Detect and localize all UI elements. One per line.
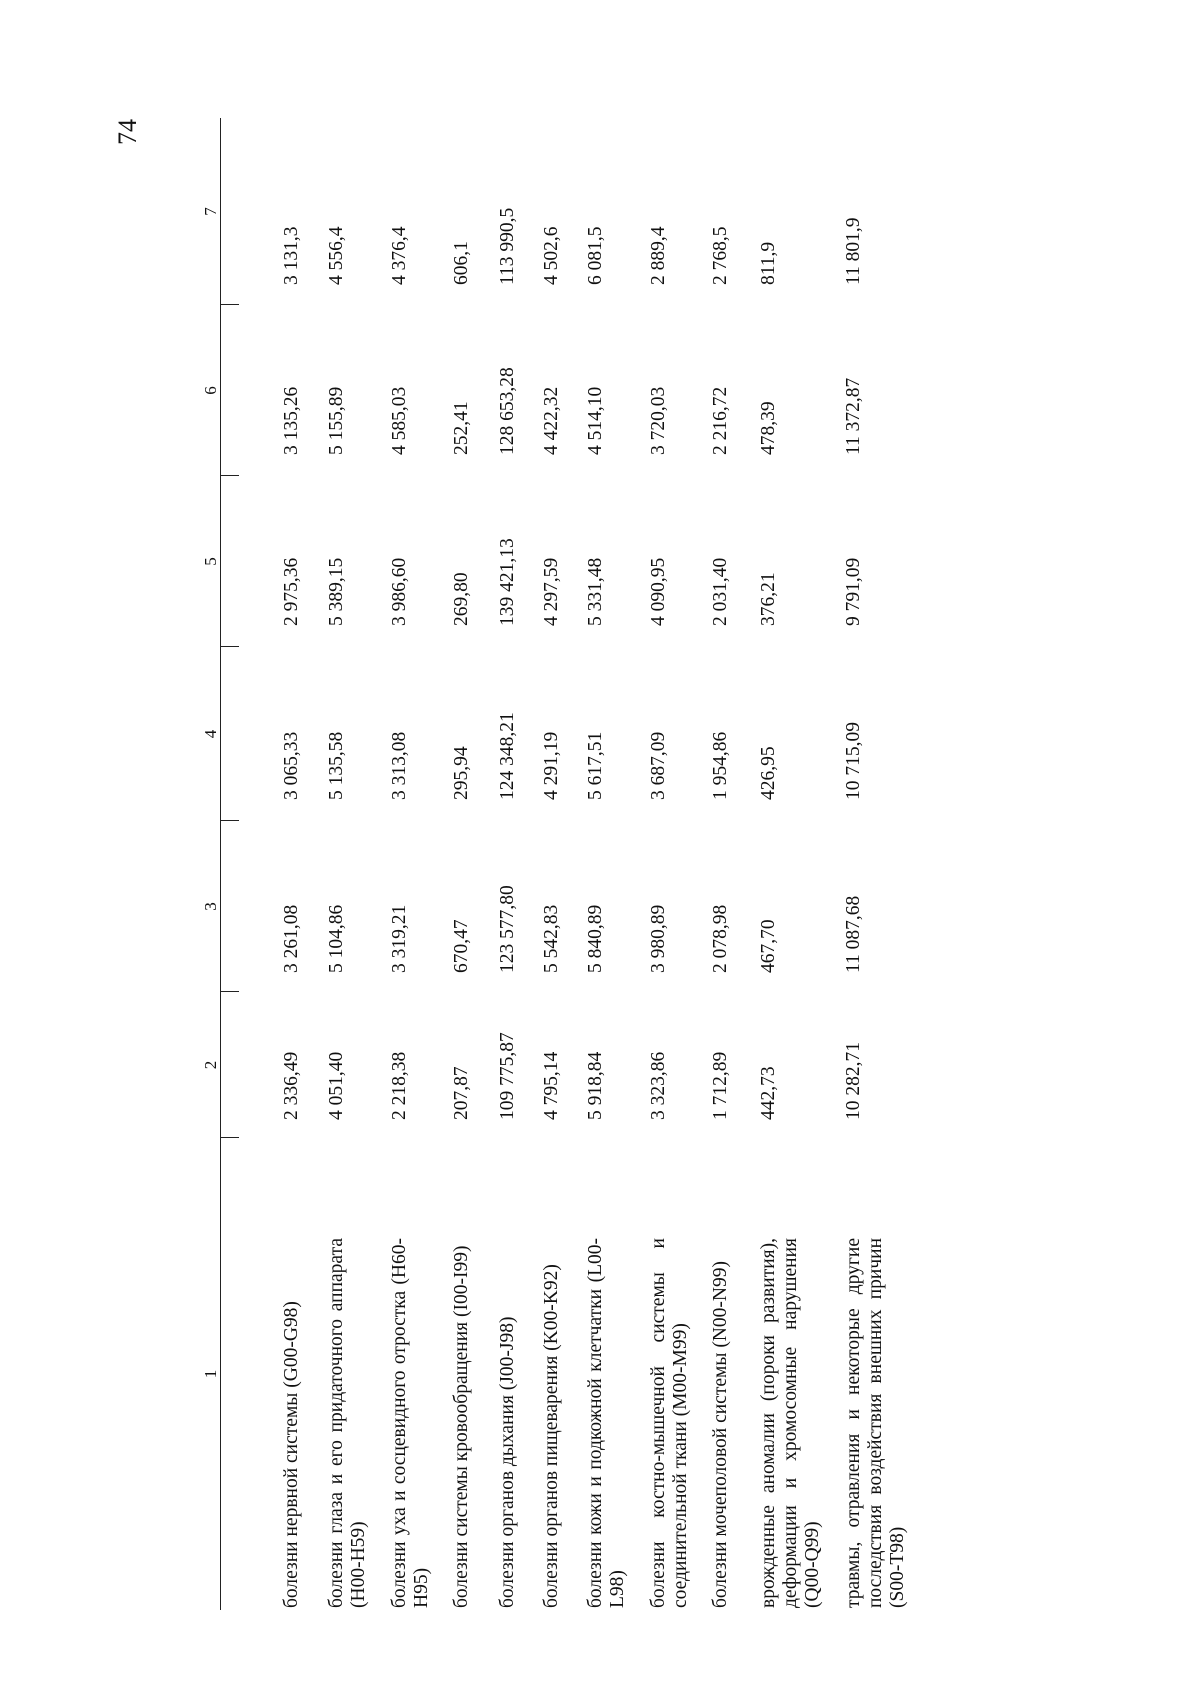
cell-value: 4 090,95 bbox=[648, 557, 669, 626]
cell-value: 4 795,14 bbox=[541, 1051, 562, 1120]
cell-value: 10 715,09 bbox=[843, 722, 864, 800]
cell-value: 113 990,5 bbox=[497, 207, 518, 285]
cell-value: 1 954,86 bbox=[710, 731, 731, 800]
column-divider bbox=[221, 304, 239, 305]
cell-value: 269,80 bbox=[451, 572, 472, 626]
cell-value: 5 331,48 bbox=[585, 557, 606, 626]
cell-value: 2 031,40 bbox=[710, 557, 731, 626]
cell-value: 3 323,86 bbox=[648, 1051, 669, 1120]
row-label: болезни органов пищеварения (K00-K92) bbox=[541, 1264, 562, 1608]
cell-value: 4 291,19 bbox=[541, 731, 562, 800]
cell-value: 5 389,15 bbox=[326, 557, 347, 626]
cell-value: 4 297,59 bbox=[541, 557, 562, 626]
column-divider bbox=[221, 1137, 239, 1138]
row-label: болезни нервной системы (G00-G98) bbox=[281, 1301, 302, 1608]
cell-value: 3 065,33 bbox=[281, 731, 302, 800]
cell-value: 11 087,68 bbox=[843, 895, 864, 973]
column-header: 4 bbox=[201, 729, 220, 739]
row-label: болезни кожи и подкожной клетчатки (L00-L98) bbox=[585, 1238, 628, 1608]
cell-value: 811,9 bbox=[758, 241, 779, 285]
cell-value: 2 336,49 bbox=[281, 1051, 302, 1120]
cell-value: 6 081,5 bbox=[585, 226, 606, 285]
cell-value: 4 585,03 bbox=[389, 386, 410, 455]
cell-value: 5 104,86 bbox=[326, 904, 347, 973]
cell-value: 252,41 bbox=[451, 401, 472, 455]
cell-value: 4 051,40 bbox=[326, 1051, 347, 1120]
cell-value: 2 768,5 bbox=[710, 226, 731, 285]
column-divider bbox=[221, 820, 239, 821]
cell-value: 3 313,08 bbox=[389, 731, 410, 800]
cell-value: 5 617,51 bbox=[585, 731, 606, 800]
cell-value: 3 319,21 bbox=[389, 904, 410, 973]
cell-value: 2 889,4 bbox=[648, 226, 669, 285]
cell-value: 3 261,08 bbox=[281, 904, 302, 973]
cell-value: 3 131,3 bbox=[281, 226, 302, 285]
cell-value: 4 376,4 bbox=[389, 226, 410, 285]
cell-value: 426,95 bbox=[758, 746, 779, 800]
cell-value: 5 155,89 bbox=[326, 386, 347, 455]
cell-value: 606,1 bbox=[451, 241, 472, 285]
cell-value: 109 775,87 bbox=[497, 1032, 518, 1120]
column-header: 1 bbox=[201, 1369, 220, 1379]
cell-value: 467,70 bbox=[758, 919, 779, 973]
cell-value: 4 422,32 bbox=[541, 386, 562, 455]
row-label: болезни уха и сосцевидного отростка (H60-H95) bbox=[389, 1238, 432, 1608]
row-label: болезни органов дыхания (J00-J98) bbox=[497, 1316, 518, 1608]
cell-value: 478,39 bbox=[758, 401, 779, 455]
column-header: 6 bbox=[201, 386, 220, 395]
cell-value: 11 372,87 bbox=[843, 377, 864, 455]
cell-value: 123 577,80 bbox=[497, 885, 518, 973]
row-label: болезни глаза и его придаточного аппарата (H00-H59) bbox=[326, 1238, 369, 1608]
cell-value: 2 216,72 bbox=[710, 386, 731, 455]
row-label: болезни системы кровообращения (I00-I99) bbox=[451, 1245, 472, 1608]
cell-value: 4 514,10 bbox=[585, 386, 606, 455]
column-divider bbox=[221, 991, 239, 992]
cell-value: 3 986,60 bbox=[389, 557, 410, 626]
cell-value: 9 791,09 bbox=[843, 557, 864, 626]
cell-value: 5 135,58 bbox=[326, 731, 347, 800]
cell-value: 11 801,9 bbox=[843, 217, 864, 285]
cell-value: 128 653,28 bbox=[497, 367, 518, 455]
cell-value: 5 918,84 bbox=[585, 1051, 606, 1120]
column-header: 7 bbox=[201, 207, 220, 216]
column-header: 5 bbox=[201, 557, 220, 566]
cell-value: 207,87 bbox=[451, 1066, 472, 1120]
row-label: травмы, отравления и некоторые другие последствия воздействия внешних причин (S00-T98) bbox=[843, 1238, 908, 1608]
cell-value: 139 421,13 bbox=[497, 538, 518, 626]
column-header: 3 bbox=[201, 902, 220, 911]
cell-value: 3 980,89 bbox=[648, 904, 669, 973]
cell-value: 5 542,83 bbox=[541, 904, 562, 973]
rotated-table bbox=[0, 103, 1000, 1688]
row-label: болезни мочеполовой системы (N00-N99) bbox=[710, 1261, 731, 1608]
cell-value: 124 348,21 bbox=[497, 712, 518, 800]
cell-value: 442,73 bbox=[758, 1066, 779, 1120]
cell-value: 4 556,4 bbox=[326, 226, 347, 285]
cell-value: 3 687,09 bbox=[648, 731, 669, 800]
cell-value: 10 282,71 bbox=[843, 1042, 864, 1120]
cell-value: 295,94 bbox=[451, 746, 472, 800]
cell-value: 3 720,03 bbox=[648, 386, 669, 455]
cell-value: 1 712,89 bbox=[710, 1051, 731, 1120]
cell-value: 2 975,36 bbox=[281, 557, 302, 626]
cell-value: 5 840,89 bbox=[585, 904, 606, 973]
cell-value: 4 502,6 bbox=[541, 226, 562, 285]
cell-value: 2 078,98 bbox=[710, 904, 731, 973]
column-divider bbox=[221, 646, 239, 647]
cell-value: 2 218,38 bbox=[389, 1051, 410, 1120]
row-label: врожденные аномалии (пороки развития), деформации и хромосомные нарушения (Q00-Q99) bbox=[758, 1238, 823, 1608]
cell-value: 3 135,26 bbox=[281, 386, 302, 455]
column-header: 2 bbox=[201, 1060, 220, 1070]
column-divider bbox=[221, 475, 239, 476]
cell-value: 376,21 bbox=[758, 572, 779, 626]
row-label: болезни костно-мышечной системы и соединительной ткани (M00-M99) bbox=[648, 1238, 691, 1608]
page-number: 74 bbox=[113, 119, 142, 145]
cell-value: 670,47 bbox=[451, 919, 472, 973]
